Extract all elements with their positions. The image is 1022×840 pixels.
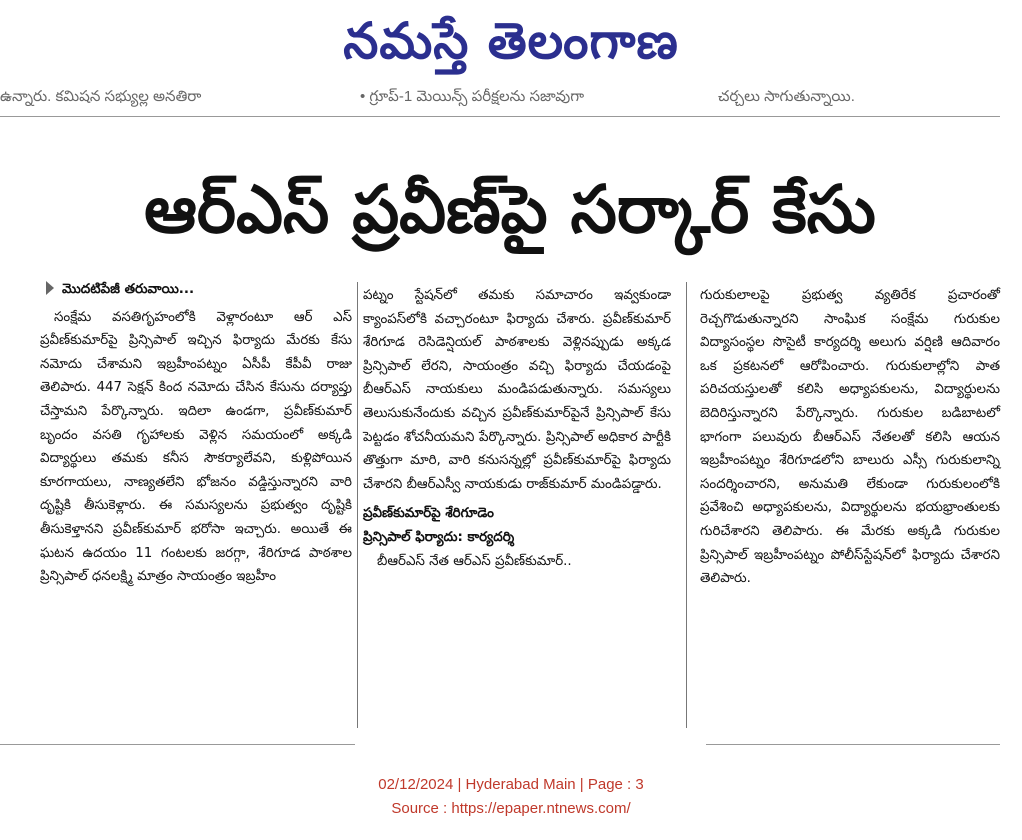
article-column-3 xyxy=(700,284,1000,591)
column-2-text: పట్నం స్టేషన్‌లో తమకు సమాచారం ఇవ్వకుండా క్యాంపస్‌లోకి వచ్చారంటూ ఫిర్యాదు చేశారు. ప్రవీణ్‌కుమార్ శేరిగూడ రెసిడెన్షియల్ పాఠశాలకు వెళ్లినప్పుడు అక్కడ ప్రిన్సిపాల్ లేరని, సాయంత్రం వచ్చి ఫిర్యాదు చేయడంపై బీఆర్ఎస్ నాయకులు మండిపడుతున్నారు. సమస్యలు తెలుసుకునేందుకు వచ్చిన ప్రవీణ్‌కుమార్‌పైనే ప్రిన్సిపాల్ కేసు పెట్టడం శోచనీయమని పేర్కొన్నారు. ప్రిన్సిపాల్ అధికార పార్టీకి తొత్తుగా మారి, వారి కనుసన్నల్లో ప్రవీణ్‌కుమార్‌పై ఫిర్యాదు చేశారని బీఆర్ఎస్వీ నాయకుడు రాజ్‌కుమార్ మండిపడ్డారు. xyxy=(363,288,671,492)
strip-text-left: ఉన్నారు. కమిషన సభ్యుల్ల అనతిరా xyxy=(0,88,202,105)
triangle-marker-icon xyxy=(46,281,54,295)
bottom-rule-left xyxy=(0,744,355,745)
strip-text-middle: • గ్రూప్-1 మెయిన్స్ పరీక్షలను సజావుగా xyxy=(360,88,585,105)
footer-source: Source : https://epaper.ntnews.com/ xyxy=(391,800,631,817)
article-column-2 xyxy=(363,284,671,573)
footer-date-edition: 02/12/2024 | Hyderabad Main | Page : 3 xyxy=(378,776,644,793)
column-2-tail-text: బీఆర్ఎస్ నేత ఆర్ఎస్ ప్రవీణ్‌కుమార్.. xyxy=(377,553,572,569)
bottom-rule-right xyxy=(706,744,1000,745)
article-column-1 xyxy=(40,278,352,589)
column-divider-2 xyxy=(686,282,687,728)
continuation-kicker xyxy=(46,278,352,302)
strip-text-right: చర్చలు సాగుతున్నాయి. xyxy=(718,88,855,105)
subheading-line-2: ప్రిన్సిపాల్ ఫిర్యాదు: కార్యదర్శి xyxy=(363,529,515,545)
previous-article-strip xyxy=(0,82,1000,117)
column-1-text: సంక్షేమ వసతిగృహంలోకి వెళ్లారంటూ ఆర్ ఎస్ ప్రవీణ్‌కుమార్‌పై ప్రిన్సిపాల్ ఇచ్చిన ఫిర్యాదు మేరకు కేసు నమోదు చేశామని ఇబ్రహీంపట్నం ఏసీపీ కేపీవీ రాజు తెలిపారు. 447 సెక్షన్ కింద నమోదు చేసిన కేసును దర్యాప్తు చేస్తామని పేర్కొన్నారు. ఇదిలా ఉండగా, ప్రవీణ్‌కుమార్ బృందం వసతి గృహాలకు వెళ్లిన సమయంలో అక్కడి విద్యార్థులు తమకు కనీస సౌకర్యాలేవని, కుళ్లిపోయిన కూరగాయలు, నాణ్యతలేని భోజనం వడ్డిస్తున్నారని వారి దృష్టికి తీసుకెళ్లారు. ఈ సమస్యలను ప్రభుత్వం దృష్టికి తీసుకెళ్తానని ప్రవీణ్‌కుమార్ భరోసా ఇచ్చారు. అయితే ఈ ఘటన ఉదయం 11 గంటలకు జరగ్గా, శేరిగూడ పాఠశాల ప్రిన్సిపాల్ ధనలక్ష్మి మాత్రం సాయంత్రం ఇబ్రహీం xyxy=(40,309,352,585)
article-headline: ఆర్ఎస్ ప్రవీణ్‌పై సర్కార్ కేసు xyxy=(144,171,876,248)
column-divider-1 xyxy=(357,282,358,728)
kicker-text: మొదటిపేజీ తరువాయి... xyxy=(62,282,195,297)
column-3-text: గురుకులాలపై ప్రభుత్వ వ్యతిరేక ప్రచారంతో రెచ్చగొడుతున్నారని సాంఘిక సంక్షేమ గురుకుల విద్యాసంస్థల సొసైటీ కార్యదర్శి అలుగు వర్షిణి ఆదివారం ఒక ప్రకటనలో ఆరోపించారు. గురుకులాల్లోని పాత పరిచయస్తులతో కలిసి అధ్యాపకులను, విద్యార్థులను బెదిరిస్తున్నారని పేర్కొన్నారు. గురుకుల బడిబాటలో భాగంగా పలువురు బీఆర్ఎస్ నేతలతో కలిసి ఆయన ఇబ్రహీంపట్నం శేరిగూడలోని బాలురు ఎస్సీ గురుకులాన్ని సందర్శించారని, అనుమతి లేకుండా గురుకులంలోకి ప్రవేశించి అధ్యాపకులను, విద్యార్థులను భయభ్రాంతులకు గురిచేశారని తెలిపారు. ఈ మేరకు అక్కడి గురుకుల ప్రిన్సిపాల్ ఇబ్రహీంపట్నం పోలీస్‌స్టేషన్‌లో ఫిర్యాదు చేశారని తెలిపారు. xyxy=(700,288,1000,587)
subheading-line-1: ప్రవీణ్‌కుమార్‌పై శేరిగూడెం xyxy=(363,506,494,522)
newspaper-masthead: నమస్తే తెలంగాణ xyxy=(343,12,679,70)
